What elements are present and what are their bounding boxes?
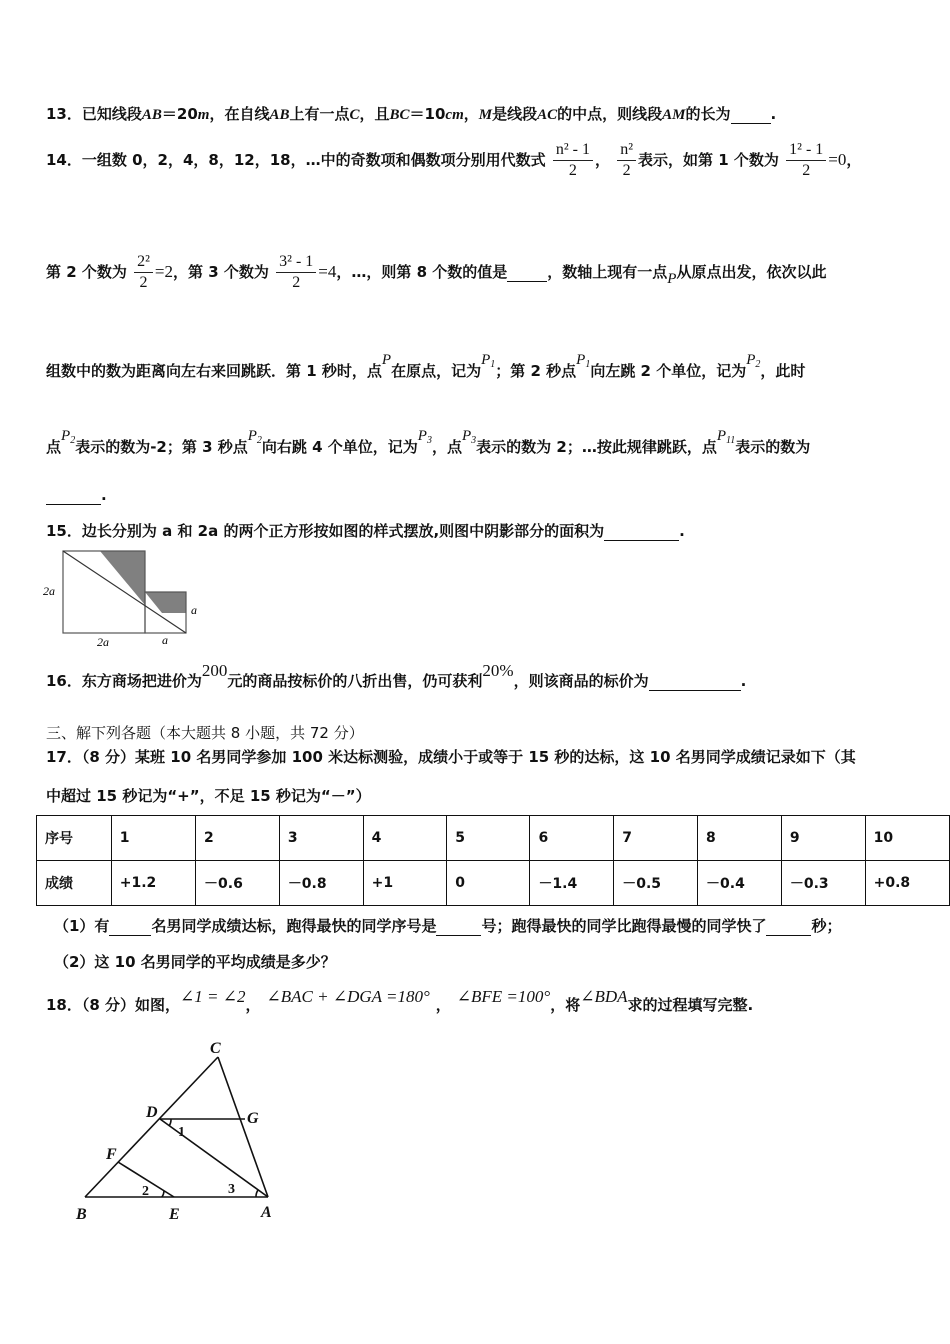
fraction-first-term: $\frac{\text{1² - 1}}{2}$ [786, 140, 826, 181]
angle-3-label: 3 [228, 1182, 235, 1197]
label-bottom-2a: 2a [97, 635, 109, 648]
angle-1-label: 1 [178, 1125, 185, 1140]
label-e: E [169, 1206, 180, 1223]
q14-line1: 14．一组数 0，2，4，8，12，18，…中的奇数项和偶数项分别用代数式 $\frac{\text{n² - 1}}{2}$ ， $\frac{\text{n²}}{2}$ 表示，如第 1 个数为 $\frac{\text{1² - 1}}{2}$ =0， [46, 141, 862, 179]
q15-line: 15．边长分别为 a 和 2a 的两个正方形按如图的样式摆放,则图中阴影部分的面积为 . [46, 522, 685, 540]
label-c: C [210, 1040, 221, 1057]
q16-line: 16．东方商场把进价为200元的商品按标价的八折出售，仍可获利20%，则该商品的标价为 . [46, 661, 747, 690]
answer-blank[interactable] [109, 917, 151, 936]
q14-line2: 第 2 个数为 $\frac{\text{2²}}{2}$ =2，第 3 个数为 $\frac{\text{3² - 1}}{2}$ =4，…，则第 8 个数的值是 ，数轴上现有一点P从原点出发，依次以此 [46, 253, 827, 291]
label-b: B [76, 1206, 87, 1223]
shaded-region-large [100, 551, 145, 605]
segment-da [160, 1119, 268, 1197]
q17-sub1: （1）有 名男同学成绩达标，跑得最快的同学序号是 号；跑得最快的同学比跑得最慢的同学快了 秒； [54, 917, 842, 935]
answer-blank[interactable] [604, 522, 679, 541]
table-row: 序号 1 2 3 4 5 6 7 8 9 10 [37, 816, 950, 861]
label-right-a: a [191, 603, 197, 617]
answer-blank[interactable] [649, 672, 741, 691]
q14-line5: . [46, 486, 107, 505]
label-a: A [261, 1204, 272, 1221]
segment-bc [85, 1057, 218, 1197]
label-d: D [146, 1104, 158, 1121]
label-bottom-a: a [162, 633, 168, 647]
label-f: F [106, 1146, 117, 1163]
fraction-third-term: $\frac{\text{3² - 1}}{2}$ [276, 252, 316, 293]
angle-1-arc [169, 1119, 171, 1126]
table-row: 成绩 +1.2 －0.6 －0.8 +1 0 －1.4 －0.5 －0.4 －0.3 +0.8 [37, 861, 950, 906]
q14-line4: 点$P_2$表示的数为-2；第 3 秒点$P_2$向右跳 4 个单位，记为$P_3$，点$P_3$表示的数为 2；…按此规律跳跃，点$P_{11}$表示的数为 [46, 428, 811, 456]
q14-line3: 组数中的数为距离向左右来回跳跃．第 1 秒时，点P在原点，记为$P_1$；第 2 秒点$P_1$向左跳 2 个单位，记为$P_2$，此时 [46, 352, 806, 380]
q17-line1: 17．（8 分）某班 10 名男同学参加 100 米达标测验，成绩小于或等于 15 秒的达标，这 10 名男同学成绩记录如下（其 [46, 748, 856, 766]
answer-blank[interactable] [731, 105, 771, 124]
angle-2-arc [162, 1191, 164, 1197]
q13-line: 13．已知线段AB＝20m，在自线AB上有一点C，且BC＝10cm，M是线段AC的中点，则线段AM的长为 . [46, 105, 777, 123]
segment-ca [218, 1057, 268, 1197]
angle-2-label: 2 [142, 1184, 149, 1199]
q18-line: 18．（8 分）如图，∠1 = ∠2， ∠BAC + ∠DGA =180° ， ∠BFE =100°，将∠BDA求的过程填写完整. [46, 987, 754, 1014]
scores-table [36, 815, 950, 906]
q18-triangle-figure [70, 1035, 290, 1225]
answer-blank[interactable] [436, 917, 481, 936]
fraction-second-term: $\frac{\text{2²}}{2}$ [134, 252, 153, 293]
q15-squares-figure [40, 548, 210, 648]
fraction-odd-term: $\frac{\text{n² - 1}}{2}$ [553, 140, 593, 181]
q17-sub2: （2）这 10 名男同学的平均成绩是多少？ [54, 953, 336, 971]
answer-blank[interactable] [766, 917, 811, 936]
answer-blank[interactable] [507, 263, 547, 282]
label-left-2a: 2a [43, 584, 55, 598]
label-g: G [247, 1110, 259, 1127]
answer-blank[interactable] [46, 486, 101, 505]
q17-line2: 中超过 15 秒记为“+”，不足 15 秒记为“－”） [46, 787, 371, 805]
fraction-even-term: $\frac{\text{n²}}{2}$ [617, 140, 636, 181]
angle-3-arc [256, 1190, 258, 1197]
section-3-heading: 三、解下列各题（本大题共 8 小题，共 72 分） [46, 724, 364, 742]
